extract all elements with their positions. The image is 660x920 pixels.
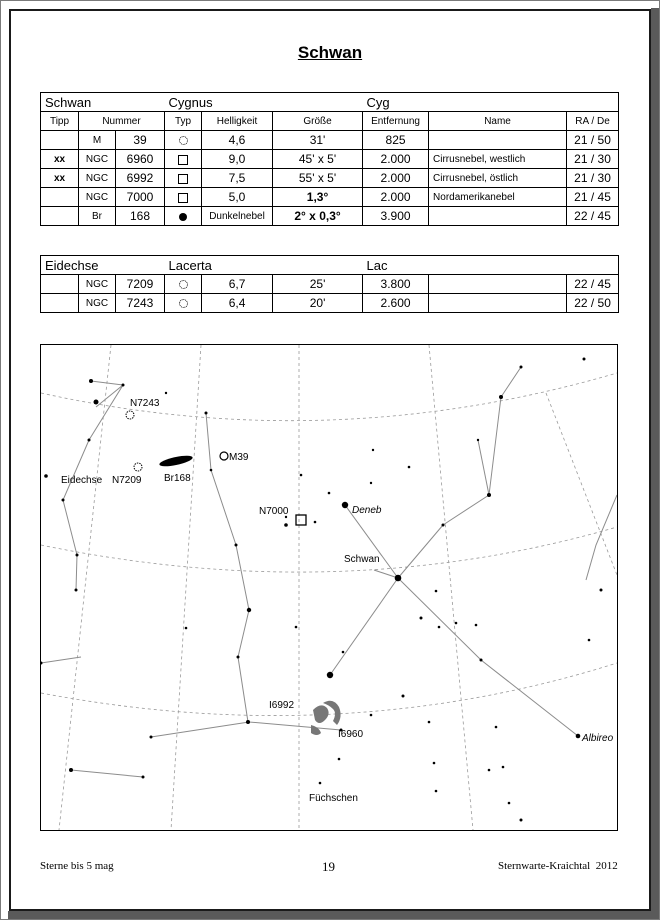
- cell-catalog: NGC: [79, 275, 116, 294]
- cell-distance: 2.600: [363, 294, 429, 313]
- cell-ra-de: 21 / 45: [567, 188, 619, 207]
- cell-tipp: [41, 131, 79, 150]
- col-name: Name: [429, 112, 567, 131]
- label-fuechschen: Füchschen: [309, 793, 358, 804]
- cell-distance: 3.900: [363, 207, 429, 226]
- cell-tipp: xx: [41, 150, 79, 169]
- col-tipp: Tipp: [41, 112, 79, 131]
- cell-ra-de: 21 / 30: [567, 150, 619, 169]
- table-row: [41, 188, 619, 207]
- cell-catalog: Br: [79, 207, 116, 226]
- cell-tipp: xx: [41, 169, 79, 188]
- cell-number: 39: [116, 131, 165, 150]
- cell-type: [165, 294, 202, 313]
- cell-tipp: [41, 188, 79, 207]
- objects-table-cygnus: [40, 92, 619, 226]
- constellation-abbr: Cyg: [363, 93, 619, 112]
- column-header-row: [41, 112, 619, 131]
- open-cluster-icon: [179, 280, 188, 289]
- col-helligkeit: Helligkeit: [202, 112, 273, 131]
- cell-distance: 3.800: [363, 275, 429, 294]
- cell-tipp: [41, 207, 79, 226]
- cell-tipp: [41, 275, 79, 294]
- cell-name: [429, 131, 567, 150]
- table-row: [41, 275, 619, 294]
- ngc7209-cluster-icon: [134, 463, 142, 471]
- dark-nebula-icon: [179, 213, 187, 221]
- ngc7243-cluster-icon: [126, 411, 134, 419]
- col-typ: Typ: [165, 112, 202, 131]
- table-header-row: [41, 256, 619, 275]
- label-schwan: Schwan: [344, 554, 380, 565]
- label-i6992: I6992: [269, 700, 295, 711]
- m39-cluster-icon: [220, 452, 228, 460]
- cell-size: 2° x 0,3°: [273, 207, 363, 226]
- label-deneb: Deneb: [352, 505, 382, 516]
- cell-size: 1,3°: [273, 188, 363, 207]
- cell-tipp: [41, 294, 79, 313]
- cell-magnitude: Dunkelnebel: [202, 207, 273, 226]
- col-groesse: Größe: [273, 112, 363, 131]
- label-m39: M39: [229, 452, 249, 463]
- label-br168: Br168: [164, 473, 191, 484]
- cell-type: [165, 207, 202, 226]
- cell-name: Nordamerikanebel: [429, 188, 567, 207]
- coordinate-grid: [41, 345, 617, 830]
- cell-catalog: NGC: [79, 169, 116, 188]
- cell-name: Cirrusnebel, östlich: [429, 169, 567, 188]
- table-row: [41, 150, 619, 169]
- nebula-square-icon: [178, 193, 188, 203]
- cell-type: [165, 188, 202, 207]
- cell-magnitude: 5,0: [202, 188, 273, 207]
- constellation-latin: Lacerta: [165, 256, 363, 275]
- star-chart-canvas: [41, 345, 617, 830]
- cell-magnitude: 7,5: [202, 169, 273, 188]
- cell-ra-de: 22 / 50: [567, 294, 619, 313]
- open-cluster-icon: [179, 299, 188, 308]
- cell-name: Cirrusnebel, westlich: [429, 150, 567, 169]
- cell-magnitude: 6,4: [202, 294, 273, 313]
- nebula-square-icon: [178, 174, 188, 184]
- table-row: [41, 131, 619, 150]
- col-entfernung: Entfernung: [363, 112, 429, 131]
- cell-catalog: NGC: [79, 294, 116, 313]
- label-i6960: I6960: [338, 729, 364, 740]
- cell-name: [429, 207, 567, 226]
- label-n7243: N7243: [130, 398, 160, 409]
- label-n7209: N7209: [112, 475, 142, 486]
- cell-catalog: NGC: [79, 188, 116, 207]
- cell-ra-de: 22 / 45: [567, 207, 619, 226]
- ngc7000-nebula-icon: [296, 515, 306, 525]
- cell-number: 7243: [116, 294, 165, 313]
- label-albireo: Albireo: [582, 733, 614, 744]
- label-eidechse: Eidechse: [61, 475, 103, 486]
- cell-number: 6992: [116, 169, 165, 188]
- cell-size: 25': [273, 275, 363, 294]
- table-row: [41, 207, 619, 226]
- col-ra-de: RA / De: [567, 112, 619, 131]
- constellation-abbr: Lac: [363, 256, 619, 275]
- cell-magnitude: 4,6: [202, 131, 273, 150]
- nebula-square-icon: [178, 155, 188, 165]
- cell-magnitude: 9,0: [202, 150, 273, 169]
- objects-table-lacerta: [40, 255, 619, 313]
- cell-type: [165, 169, 202, 188]
- table-header-row: [41, 93, 619, 112]
- cell-type: [165, 131, 202, 150]
- cell-size: 31': [273, 131, 363, 150]
- cell-magnitude: 6,7: [202, 275, 273, 294]
- cell-catalog: NGC: [79, 150, 116, 169]
- br168-dark-nebula-icon: [159, 454, 194, 469]
- cell-number: 6960: [116, 150, 165, 169]
- cell-name: [429, 275, 567, 294]
- map-labels: [61, 398, 614, 804]
- cell-catalog: M: [79, 131, 116, 150]
- table-row: [41, 169, 619, 188]
- page-number: 19: [322, 859, 335, 874]
- cell-size: 45' x 5': [273, 150, 363, 169]
- cell-number: 168: [116, 207, 165, 226]
- cell-type: [165, 150, 202, 169]
- cell-distance: 2.000: [363, 169, 429, 188]
- col-nummer: Nummer: [79, 112, 165, 131]
- cell-distance: 825: [363, 131, 429, 150]
- cell-number: 7000: [116, 188, 165, 207]
- footer-right: Sternwarte-Kraichtal 2012: [498, 860, 618, 872]
- cell-number: 7209: [116, 275, 165, 294]
- constellation-latin: Cygnus: [165, 93, 363, 112]
- open-cluster-icon: [179, 136, 188, 145]
- cell-type: [165, 275, 202, 294]
- label-n7000: N7000: [259, 506, 289, 517]
- cell-ra-de: 21 / 30: [567, 169, 619, 188]
- star-field: [41, 358, 603, 822]
- footer-left: Sterne bis 5 mag: [40, 860, 114, 872]
- cell-size: 55' x 5': [273, 169, 363, 188]
- cell-size: 20': [273, 294, 363, 313]
- page-title: Schwan: [297, 43, 363, 62]
- cell-distance: 2.000: [363, 188, 429, 207]
- cell-ra-de: 21 / 50: [567, 131, 619, 150]
- constellation-name: Schwan: [41, 93, 165, 112]
- table-row: [41, 294, 619, 313]
- cell-name: [429, 294, 567, 313]
- constellation-name: Eidechse: [41, 256, 165, 275]
- cell-ra-de: 22 / 45: [567, 275, 619, 294]
- cell-distance: 2.000: [363, 150, 429, 169]
- star-chart: [40, 344, 618, 831]
